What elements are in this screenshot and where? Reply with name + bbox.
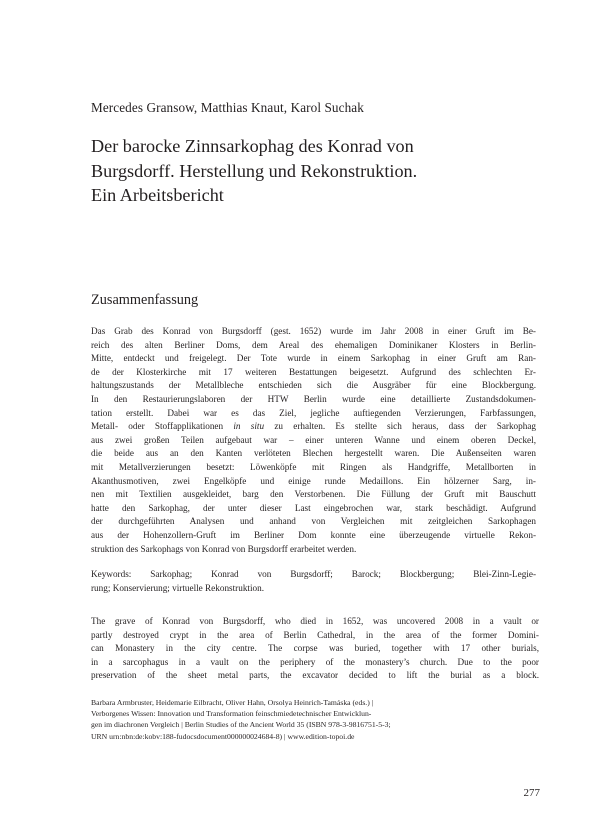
abstract-line: haltungszustands der Metallbleche entschieden sich die Ausgräber für eine Blockbergung. [91, 380, 536, 391]
keywords [91, 568, 536, 595]
abstract-line: aus zwei großen Teilen aufgebaut war – einer unteren Wanne und einem oberen Deckel, [91, 434, 536, 445]
abstract-line: der durchgeführten Analysen und anhand von Vergleichen mit zeitgleichen Sarkophagen [91, 516, 536, 527]
italic-term-in-situ: in situ [233, 421, 265, 432]
abstract-line: partly destroyed crypt in the area of Berlin Cathedral, in the area of the former Domini- [91, 629, 539, 640]
abstract-english [91, 615, 539, 683]
abstract-line [91, 420, 536, 434]
abstract-line: tation erstellt. Dabei war es das Ziel, jegliche auftiegenden Verzierungen, Farbfassungen, [91, 407, 536, 418]
abstract-line: can Monastery in the city centre. The corpse was buried, together with 17 other burials, [91, 643, 539, 654]
abstract-line: Akanthusmotiven, zwei Engelköpfe und einige runde Medaillons. Ein hölzerner Sarg, in- [91, 475, 536, 486]
footer-line: Barbara Armbruster, Heidemarie Eilbracht, Oliver Hahn, Orsolya Heinrich-Tamáska (eds.) | [91, 698, 374, 707]
section-heading-zusammenfassung: Zusammenfassung [91, 292, 199, 308]
title-line: Burgsdorff. Herstellung und Rekonstruktion. [91, 160, 418, 181]
abstract-line: mit Metallverzierungen besetzt: Löwenköpfe mit Ringen als Handgriffe, Metallborten in [91, 461, 536, 472]
abstract-line: in a sarcophagus in a vault on the periphery of the monastery’s church. Due to the poor [91, 656, 539, 667]
abstract-text: zu erhalten. Es stellte sich heraus, dass der Sarkophag [264, 421, 537, 432]
keywords-line: rung; Konservierung; virtuelle Rekonstruktion. [91, 582, 265, 593]
footer-line: URN urn:nbn:de:kobv:188-fudocsdocument000000024684-8) | www.edition-topoi.de [91, 731, 355, 741]
abstract-line: reich des alten Berliner Doms, dem Areal des ehemaligen Dominikaner Klosters in Berlin- [91, 339, 536, 350]
title-line: Der barocke Zinnsarkophag des Konrad von [91, 136, 414, 156]
citation-footer [91, 697, 536, 742]
title-line: Ein Arbeitsbericht [91, 185, 224, 205]
footer-line: gen im diachronen Vergleich | Berlin Studies of the Ancient World 35 (ISBN 978-3-9816751-5-3; [91, 720, 391, 730]
page-number: 277 [523, 787, 540, 799]
abstract-line: struktion des Sarkophags von Konrad von Burgsdorff erarbeitet werden. [91, 543, 357, 554]
abstract-line: hatte den Sarkophag, der unter dieser Last eingebrochen war, stark beschädigt. Aufgrund [91, 502, 536, 513]
abstract-text: Metall- oder Stoffapplikationen [91, 421, 234, 432]
article-title [91, 134, 551, 208]
abstract-line: aus der Hohenzollern-Gruft im Berliner Dom konnte eine überzeugende virtuelle Rekon- [91, 529, 536, 540]
abstract-line: In den Restaurierungslaboren der HTW Berlin wurde eine detaillierte Zustandsdokumen- [91, 393, 536, 404]
abstract-line: Mitte, entdeckt und freigelegt. Der Tote wurde in einem Sarkophag in einer Gruft am Ran- [91, 353, 536, 364]
authors-line: Mercedes Gransow, Matthias Knaut, Karol Suchak [91, 100, 364, 115]
abstract-line: nen mit Textilien ausgekleidet, barg den Verstorbenen. Die Füllung der Gruft mit Bauschutt [91, 489, 536, 500]
abstract-line: The grave of Konrad von Burgsdorff, who died in 1652, was uncovered 2008 in a vault or [91, 616, 539, 626]
abstract-line: Das Grab des Konrad von Burgsdorff (gest. 1652) wurde im Jahr 2008 in einer Gruft im Be- [91, 326, 536, 336]
footer-line: Verborgenes Wissen: Innovation und Transformation feinschmiedetechnischer Entwicklun- [91, 709, 372, 719]
abstract-german [91, 325, 536, 556]
abstract-line: preservation of the sheet metal parts, the excavator decided to lift the burial as a block. [91, 670, 539, 681]
abstract-line: die beide aus an den Kanten verlöteten Blechen hergestellt waren. Die Außenseiten waren [91, 448, 536, 459]
abstract-line: de der Klosterkirche mit 17 weiteren Bestattungen beigesetzt. Aufgrund des schlechten Er- [91, 366, 536, 377]
keywords-line: Keywords: Sarkophag; Konrad von Burgsdorff; Barock; Blockbergung; Blei-Zinn-Legie- [91, 569, 536, 579]
